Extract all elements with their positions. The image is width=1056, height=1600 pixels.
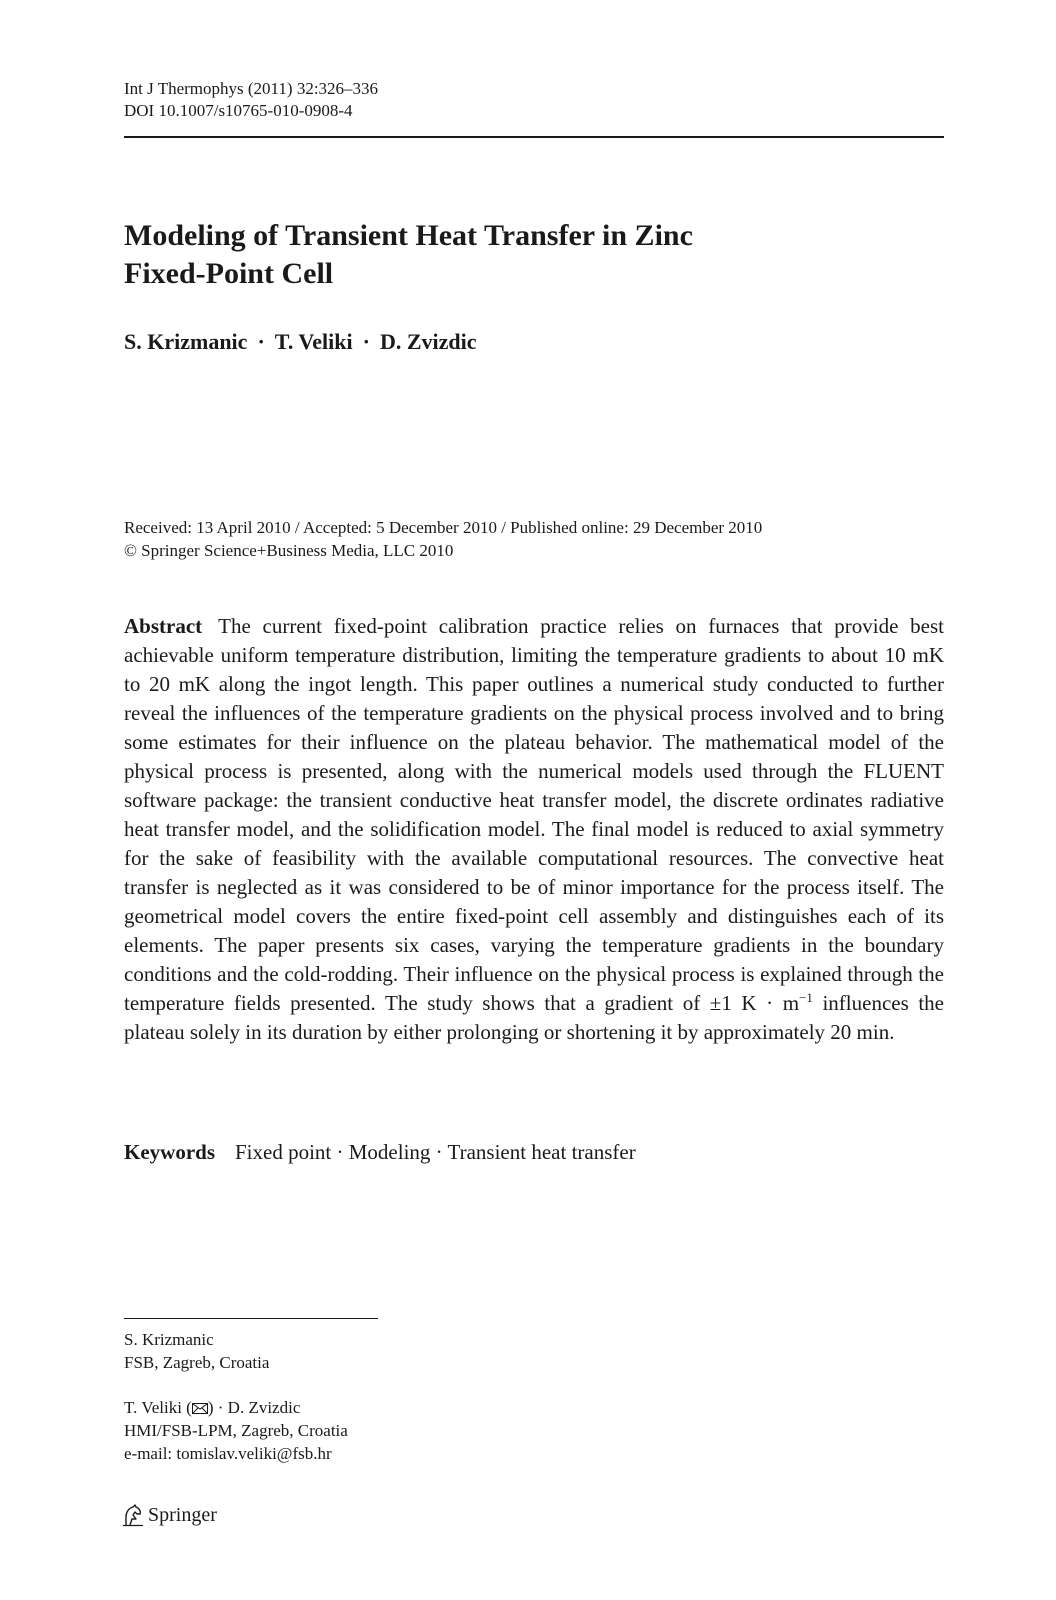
envelope-icon xyxy=(192,1403,208,1414)
publisher-name: Springer xyxy=(148,1504,217,1526)
author-3: D. Zvizdic xyxy=(379,329,477,354)
affiliation-2-name-part-1: T. Veliki ( xyxy=(124,1398,192,1417)
title-line-1: Modeling of Transient Heat Transfer in Zinc xyxy=(124,219,693,252)
abstract-label: Abstract xyxy=(124,614,203,638)
author-1: S. Krizmanic xyxy=(124,329,248,354)
publisher-logo xyxy=(122,1502,217,1528)
abstract-text-1: The current fixed-point calibration practice relies on furnaces that provide best achievable uniform temperature distribution, limiting the temperature gradients to about 10 mK to 20 mK along the ingot length. This paper outlines a numerical study conducted to further reveal the influences of the temperature gradients on the physical process involved and to bring some estimates for their influence on the plateau behavior. The mathematical model of the physical process is presented, along with the numerical models used through the FLUENT software package: the transient conductive heat transfer model, the discrete ordinates radiative heat transfer model, and the solidification model. The final model is reduced to axial symmetry for the sake of feasibility with the available computational resources. The convective heat transfer is neglected as it was considered to be of minor importance for the process itself. The geometrical model covers the entire fixed-point cell assembly and distinguishes each of its elements. The paper presents six cases, varying the temperature gradients in the boundary conditions and the cold-rodding. Their influence on the physical process is explained through the temperature fields presented. The study shows that a gradient of xyxy=(124,614,944,1015)
abstract-text-2: influences the plateau solely in its duration by either prolonging or shortening it by approximately 20 min. xyxy=(124,991,944,1044)
title-line-2: Fixed-Point Cell xyxy=(124,257,334,290)
affiliation-1-name: S. Krizmanic xyxy=(124,1330,214,1349)
header-rule xyxy=(124,136,944,138)
author-separator: · xyxy=(362,329,370,354)
affiliation-1-place: FSB, Zagreb, Croatia xyxy=(124,1353,270,1372)
footnote-rule xyxy=(124,1318,378,1319)
author-separator: · xyxy=(257,329,265,354)
affiliation-2 xyxy=(124,1396,348,1465)
paper-page xyxy=(124,0,944,1600)
date-history: Received: 13 April 2010 / Accepted: 5 December 2010 / Published online: 29 December 2010 xyxy=(124,518,763,537)
affiliation-2-place: HMI/FSB-LPM, Zagreb, Croatia xyxy=(124,1421,348,1440)
springer-horse-icon xyxy=(122,1503,144,1527)
keywords-text: Fixed point · Modeling · Transient heat transfer xyxy=(235,1140,636,1164)
affiliation-2-email[interactable]: e-mail: tomislav.veliki@fsb.hr xyxy=(124,1444,332,1463)
doi: DOI 10.1007/s10765-010-0908-4 xyxy=(124,101,353,120)
author-2: T. Veliki xyxy=(274,329,353,354)
paper-title xyxy=(124,217,944,293)
affiliation-2-name-part-2: ) · D. Zvizdic xyxy=(207,1398,301,1417)
copyright-line: © Springer Science+Business Media, LLC 2010 xyxy=(124,541,454,560)
author-list xyxy=(124,328,477,356)
keywords-label: Keywords xyxy=(124,1140,215,1164)
journal-header xyxy=(124,78,378,122)
keywords xyxy=(124,1138,636,1167)
math-base: ±1 K · m xyxy=(709,991,800,1015)
affiliation-2-names xyxy=(124,1396,348,1419)
affiliation-1 xyxy=(124,1328,269,1374)
publication-history xyxy=(124,516,762,562)
math-sup: −1 xyxy=(799,990,813,1005)
abstract-math xyxy=(710,991,813,1015)
abstract xyxy=(124,612,944,1047)
journal-citation: Int J Thermophys (2011) 32:326–336 xyxy=(124,79,379,98)
